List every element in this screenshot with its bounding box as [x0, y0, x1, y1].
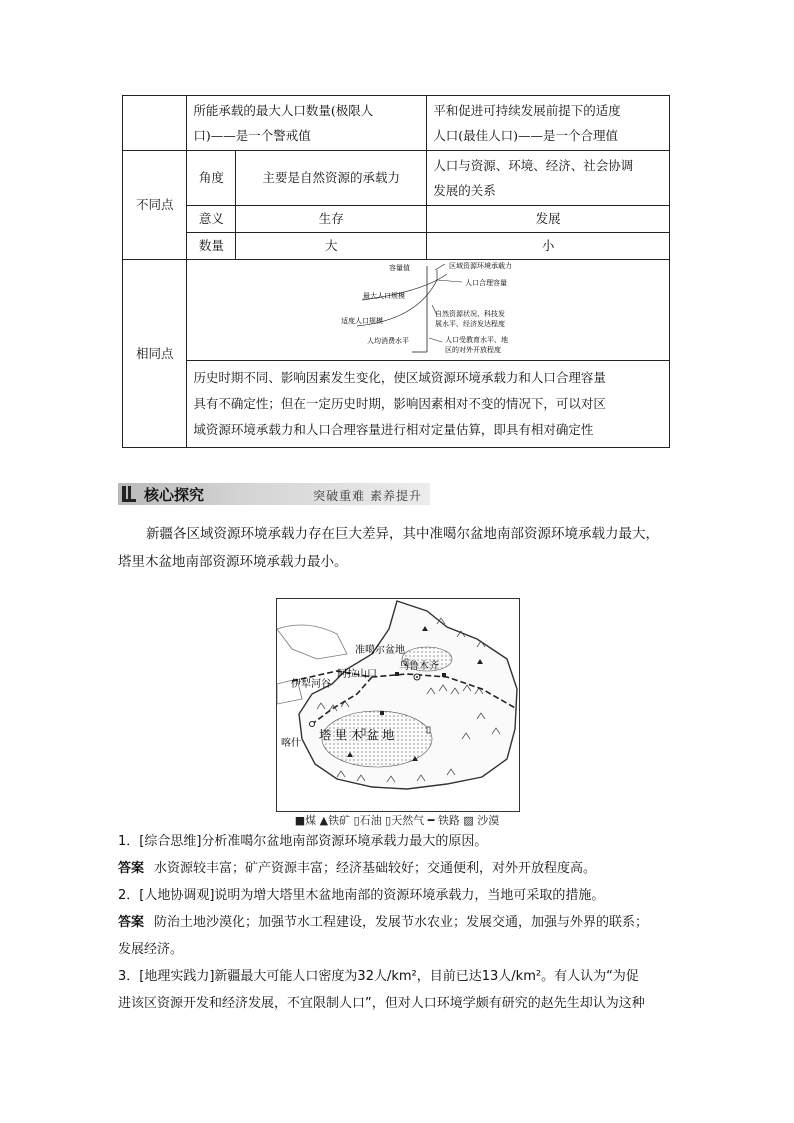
- table-row: [123, 96, 670, 151]
- meaning-label: 意义: [187, 206, 236, 233]
- q2-text: 说明为增大塔里木盆地南部的资源环境承载力，当地可采取的措施。: [214, 888, 605, 903]
- diff-label: 不同点: [123, 151, 187, 260]
- answer-1: [118, 855, 680, 882]
- angle-label: 角度: [187, 151, 236, 206]
- diagram-env-capacity: 区域资源环境承载力: [449, 262, 513, 270]
- angle-left: 主要是自然资源的承载力: [236, 151, 427, 206]
- quantity-left: 大: [236, 233, 427, 260]
- meaning-left: 生存: [236, 206, 427, 233]
- a2-text-2: 发展经济。: [118, 942, 184, 957]
- table-row: [123, 361, 670, 448]
- quantity-label: 数量: [187, 233, 236, 260]
- answer-2: [118, 909, 680, 963]
- question-2: [118, 882, 680, 909]
- capacity-diagram: [187, 260, 665, 360]
- quantity-right: 小: [427, 233, 670, 260]
- diagram-max-pop: 最大人口规模: [363, 292, 406, 300]
- table-cell: [427, 151, 670, 206]
- question-3: [118, 963, 680, 1017]
- legend-coal: ■煤: [294, 814, 317, 827]
- table-cell: [187, 96, 427, 151]
- a1-label: 答案: [118, 861, 145, 876]
- diagram-factor2-line1: 人口受教育水平、地: [445, 336, 509, 344]
- section-header: [118, 483, 430, 505]
- a1-text: 水资源较丰富；矿产资源丰富；经济基础较好；交通便利，对外开放程度高。: [154, 861, 597, 876]
- xinjiang-map: [276, 598, 520, 812]
- label-kashgar: 喀什: [281, 738, 301, 749]
- reasonable-pop-text-1: 平和促进可持续发展前提下的适度: [433, 103, 621, 118]
- intro-line-2: 塔里木盆地南部资源环境承载力最小。: [118, 554, 348, 570]
- label-ili: 伊犁河谷: [291, 679, 331, 690]
- diagram-suitable-pop: 适度人口规模: [341, 317, 384, 325]
- diagram-consumption: 人均消费水平: [367, 337, 410, 345]
- max-pop-text-1: 所能承载的最大人口数量(极限人: [193, 103, 374, 118]
- q2-prefix: 2．[人地协调观]: [118, 888, 215, 903]
- question-1: [118, 828, 680, 855]
- section-subtitle: 突破重难 素养提升: [313, 489, 422, 503]
- angle-right-1: 人口与资源、环境、经济、社会协调: [433, 158, 634, 173]
- label-tarim: 塔 里 木 盆 地: [319, 728, 395, 742]
- q3-text-1: 新疆最大可能人口密度为32人/km²，目前已达13人/km²。有人认为“为促: [214, 969, 639, 984]
- diagram-factor1-line1: 自然资源状况、科技发: [435, 310, 506, 318]
- legend-iron: ▲铁矿: [319, 814, 351, 827]
- diagram-capacity: 容量值: [389, 264, 411, 272]
- diagram-reasonable: 人口合理容量: [465, 279, 508, 287]
- meaning-right: 发展: [427, 206, 670, 233]
- table-row: [123, 260, 670, 361]
- table-row: [123, 206, 670, 233]
- table-row: [123, 151, 670, 206]
- label-urumqi: 乌鲁木齐: [399, 661, 439, 672]
- legend-gas: ▯天然气: [385, 814, 425, 827]
- a2-text-1: 防治土地沙漠化；加强节水工程建设，发展节水农业；发展交通，加强与外界的联系；: [154, 915, 649, 930]
- table-cell: [123, 96, 187, 151]
- table-row: [123, 233, 670, 260]
- label-alashankou: 阿拉山口: [337, 669, 377, 680]
- same-text-2: 具有不确定性；但在一定历史时期，影响因素相对不变的情况下，可以对区: [193, 396, 606, 411]
- a2-label: 答案: [118, 915, 145, 930]
- table-cell: [427, 96, 670, 151]
- q3-text-2: 进该区资源开发和经济发展，不宜限制人口”，但对人口环境学颇有研究的赵先生却认为这种: [118, 996, 645, 1011]
- reasonable-pop-text-2: 人口(最佳人口)——是一个合理值: [433, 128, 618, 143]
- same-text-cell: [187, 361, 670, 448]
- q3-prefix: 3．[地理实践力]: [118, 969, 215, 984]
- label-junggar: 准噶尔盆地: [355, 645, 405, 656]
- legend-rail: ━ 铁路: [427, 814, 460, 827]
- same-text-3: 域资源环境承载力和人口合理容量进行相对定量估算，即具有相对确定性: [193, 422, 594, 437]
- q1-text: 分析准噶尔盆地南部资源环境承载力最大的原因。: [201, 834, 488, 849]
- comparison-table: [122, 95, 670, 448]
- max-pop-text-2: 口)——是一个警戒值: [193, 128, 311, 143]
- diagram-factor2-line2: 区的对外开放程度: [445, 346, 502, 354]
- legend-oil: ▯石油: [353, 814, 382, 827]
- book-icon: [122, 486, 136, 502]
- same-label: 相同点: [123, 260, 187, 448]
- angle-right-2: 发展的关系: [433, 183, 496, 198]
- same-text-1: 历史时期不同、影响因素发生变化，使区域资源环境承载力和人口合理容量: [193, 370, 606, 385]
- intro-line-1: 新疆各区域资源环境承载力存在巨大差异，其中准噶尔盆地南部资源环境承载力最大，: [146, 526, 659, 542]
- kashgar-dot: [310, 722, 315, 727]
- legend-desert: ▨ 沙漠: [463, 814, 500, 827]
- map-legend: [276, 812, 518, 828]
- q1-prefix: 1．[综合思维]: [118, 834, 202, 849]
- map-svg: [277, 599, 519, 811]
- diagram-cell: [187, 260, 670, 361]
- diagram-factor1-line2: 展水平、经济发达程度: [435, 320, 506, 328]
- intro-paragraph: [118, 520, 678, 576]
- section-title: 核心探究: [144, 486, 205, 504]
